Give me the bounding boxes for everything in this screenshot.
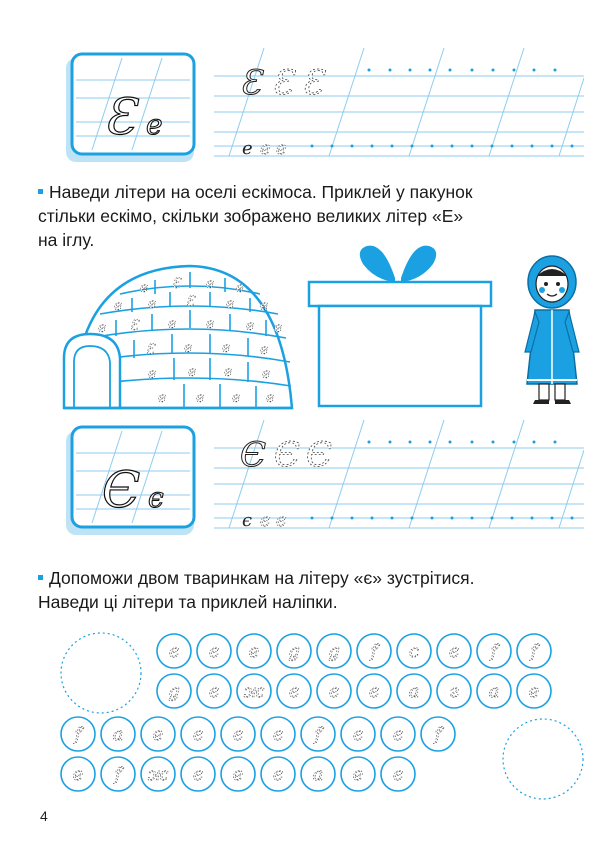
writing-lines-ye-graphic: [214, 420, 584, 536]
card-upper-letter: Ɛ: [104, 88, 136, 146]
letter-circle[interactable]: [421, 717, 455, 751]
letter-circle[interactable]: [101, 717, 135, 751]
igloo-letter: e: [260, 342, 269, 358]
letter-circle[interactable]: [237, 634, 271, 668]
bullet-icon: [38, 575, 43, 580]
letter-circle-char: є: [392, 764, 404, 785]
trace-upper-3: Є: [306, 435, 333, 475]
letter-circle[interactable]: [181, 757, 215, 791]
letter-circle[interactable]: [181, 717, 215, 751]
letter-circle-char: f: [490, 641, 498, 662]
igloo-letter: e: [196, 390, 205, 406]
letter-circle[interactable]: [221, 757, 255, 791]
igloo-letter: e: [206, 316, 215, 332]
letter-circles-graphic: [56, 630, 586, 800]
letter-circle-char: є: [192, 764, 204, 785]
letter-circle-char: f: [114, 764, 122, 785]
igloo-letter: e: [188, 364, 197, 380]
igloo-letter: e: [232, 390, 241, 406]
letter-circle-char: є: [272, 764, 284, 785]
trace-upper-3: Ɛ: [302, 63, 324, 103]
gift-box-sticker-area[interactable]: [305, 240, 495, 410]
letter-circle[interactable]: [61, 717, 95, 751]
letter-circle[interactable]: [157, 634, 191, 668]
igloo-letter: e: [148, 366, 157, 382]
card-lower-letter: є: [148, 481, 164, 514]
letter-circle[interactable]: [341, 757, 375, 791]
letter-circle-char: а: [488, 681, 500, 702]
letter-circle[interactable]: [437, 634, 471, 668]
letter-circle-char: е: [72, 764, 84, 785]
igloo-letter: e: [266, 390, 275, 406]
letter-circle[interactable]: [261, 757, 295, 791]
letter-circle[interactable]: [101, 757, 135, 791]
letter-circle[interactable]: [221, 717, 255, 751]
letter-circle-char: с: [408, 641, 420, 662]
igloo-letter: e: [206, 276, 215, 292]
letter-circle-char: g: [328, 641, 340, 662]
letter-circle[interactable]: [397, 634, 431, 668]
task1-line-3: на іглу.: [38, 230, 95, 250]
igloo-letter: e: [184, 340, 193, 356]
writing-lines-e-graphic: [214, 48, 584, 164]
letter-circle-char: є: [272, 724, 284, 745]
letter-circle-char: є: [208, 681, 220, 702]
igloo-letter: e: [262, 366, 271, 382]
letter-circle-char: є: [288, 681, 300, 702]
letter-circle-char: ж: [243, 681, 265, 702]
letter-circle[interactable]: [517, 674, 551, 708]
letter-circle[interactable]: [277, 634, 311, 668]
task1-line-1: Наведи літери на оселі ескімоса. Приклей у пакунок: [49, 182, 473, 202]
igloo-letter: Ɛ: [130, 318, 139, 334]
letter-circle-char: є: [232, 724, 244, 745]
letter-circle[interactable]: [197, 634, 231, 668]
trace-lower-2: є: [260, 510, 271, 531]
trace-lower-2: e: [260, 138, 271, 159]
letter-circle-char: е: [232, 764, 244, 785]
letter-circle[interactable]: [341, 717, 375, 751]
trace-upper-1: Є: [240, 435, 267, 475]
letter-circle-char: є: [448, 641, 460, 662]
igloo-letter: e: [246, 318, 255, 334]
letter-circle-char: g: [288, 641, 300, 662]
letter-circle[interactable]: [477, 674, 511, 708]
letter-circle-char: f: [314, 724, 322, 745]
letter-circle-char: е: [152, 724, 164, 745]
letter-circle-char: є: [392, 724, 404, 745]
task1-line-2: стільки ескімо, скільки зображено великих літер «Е»: [38, 206, 464, 226]
igloo-letter: e: [168, 316, 177, 332]
letter-circle[interactable]: [381, 717, 415, 751]
letter-circle-char: є: [208, 641, 220, 662]
igloo-letter: e: [226, 296, 235, 312]
writing-lines-e: [214, 48, 584, 164]
letter-circle-char: f: [370, 641, 378, 662]
igloo-letter: e: [224, 364, 233, 380]
bullet-icon: [38, 189, 43, 194]
letter-card-ye: [62, 425, 198, 537]
writing-lines-ye: [214, 420, 584, 536]
letter-circle-char: г: [449, 681, 459, 702]
igloo-letter: e: [98, 320, 107, 336]
letter-circle-char: є: [352, 724, 364, 745]
trace-lower-1: e: [242, 138, 253, 159]
igloo-letter: e: [114, 298, 123, 314]
eskimo-graphic: [517, 252, 587, 408]
letter-circle-char: е: [248, 641, 260, 662]
letter-circle[interactable]: [381, 757, 415, 791]
letter-circle-char: f: [74, 724, 82, 745]
task2-line-1: Допоможи двом тваринкам на літеру «є» зустрітися.: [49, 568, 475, 588]
letter-circle-char: є: [168, 641, 180, 662]
igloo-letter: e: [148, 296, 157, 312]
task2-instructions: [38, 566, 475, 614]
letter-circle-char: є: [192, 724, 204, 745]
igloo-letter: e: [140, 280, 149, 296]
page-number: 4: [40, 808, 48, 824]
igloo-letter: e: [260, 298, 269, 314]
igloo-letter: e: [236, 280, 245, 296]
igloo-letter: e: [222, 340, 231, 356]
letter-circle[interactable]: [157, 674, 191, 708]
gift-box-graphic: [305, 240, 495, 410]
letter-circles-grid: [56, 630, 586, 800]
igloo-letter: e: [158, 390, 167, 406]
letter-circle[interactable]: [397, 674, 431, 708]
igloo-letter: e: [274, 320, 283, 336]
igloo-letter: Ɛ: [146, 342, 155, 358]
trace-upper-1: Ɛ: [240, 63, 262, 103]
trace-upper-2: Ɛ: [272, 63, 294, 103]
letter-circle-char: е: [352, 764, 364, 785]
trace-lower-1: є: [242, 510, 253, 531]
trace-upper-2: Є: [274, 435, 301, 475]
sticker-spot-right[interactable]: [503, 719, 583, 799]
letter-circle-char: ж: [147, 764, 169, 785]
eskimo-illustration: [517, 252, 587, 408]
igloo-letter: Ɛ: [172, 276, 181, 292]
sticker-spot-left[interactable]: [61, 633, 141, 713]
letter-circle[interactable]: [301, 717, 335, 751]
letter-circle[interactable]: [477, 634, 511, 668]
letter-circle[interactable]: [317, 634, 351, 668]
letter-circle[interactable]: [357, 674, 391, 708]
letter-circle[interactable]: [517, 634, 551, 668]
letter-circle[interactable]: [261, 717, 295, 751]
letter-card-e: [62, 52, 198, 164]
letter-circle-char: f: [434, 724, 442, 745]
letter-card-ye-graphic: [62, 425, 198, 537]
trace-lower-3: є: [276, 510, 287, 531]
letter-circle-char: а: [312, 764, 324, 785]
letter-circle-char: f: [530, 641, 538, 662]
igloo-letter: Ɛ: [186, 294, 195, 310]
card-upper-letter: Є: [102, 461, 141, 519]
igloo-illustration: [60, 258, 300, 410]
letter-circle[interactable]: [357, 634, 391, 668]
letter-circle-char: а: [408, 681, 420, 702]
letter-circle[interactable]: [301, 757, 335, 791]
letter-circle-char: е: [528, 681, 540, 702]
letter-circle-char: є: [368, 681, 380, 702]
letter-circle[interactable]: [317, 674, 351, 708]
task2-line-2: Наведи ці літери та приклей наліпки.: [38, 592, 338, 612]
letter-circle[interactable]: [61, 757, 95, 791]
card-lower-letter: e: [146, 108, 163, 141]
letter-circle[interactable]: [141, 757, 175, 791]
letter-card-e-graphic: [62, 52, 198, 164]
letter-circle[interactable]: [237, 674, 271, 708]
letter-circle[interactable]: [197, 674, 231, 708]
letter-circle[interactable]: [277, 674, 311, 708]
letter-circle-char: g: [168, 681, 180, 702]
letter-circle[interactable]: [141, 717, 175, 751]
igloo-graphic: [60, 258, 300, 410]
trace-lower-3: e: [276, 138, 287, 159]
letter-circle[interactable]: [437, 674, 471, 708]
letter-circle-char: є: [328, 681, 340, 702]
letter-circle-char: а: [112, 724, 124, 745]
